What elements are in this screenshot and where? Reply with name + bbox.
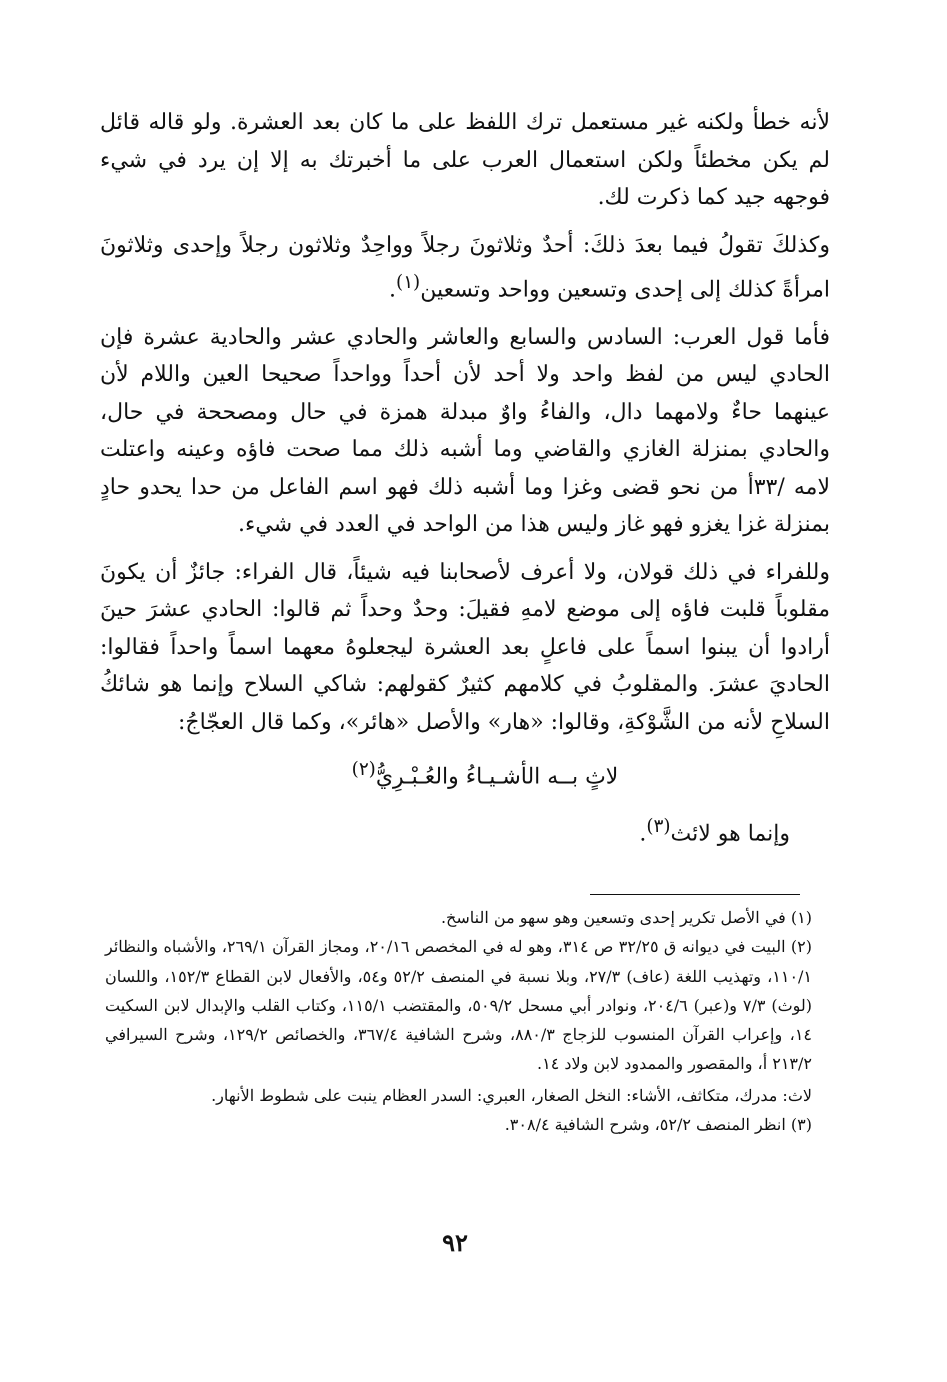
- paragraph-5: [100, 808, 830, 853]
- page-number: ٩٢: [442, 1228, 468, 1257]
- footnote-ref-3: (٣): [646, 816, 671, 838]
- paragraph-4: وللفراء في ذلك قولان، ولا أعرف لأصحابنا فيه شيئاً، قال الفراء: جائزٌ أن يكونَ مقلوباً قلبت فاؤه إلى موضع لامهِ فقيلَ: وحدٌ وحداً ثم قالوا: الحادي عشرَ حينَ أرادوا أن يبنوا اسماً على فاعلٍ بعد العشرة ليجعلوهُ معهما اسماً واحداً فقالوا: الحاديَ عشرَ. والمقلوبُ في كلامهم كثيرٌ كقولهم: شاكي السلاح وإنما هو شائكُ السلاحِ لأنه من الشَّوْكةِ، وقالوا: «هار» والأصل «هائر»، وكما قال العجّاجُ:: [100, 559, 830, 735]
- paragraph-3: فأما قول العرب: السادس والسابع والعاشر والحادي عشر والحادية عشرة فإن الحادي ليس من لفظ واحد ولا أحد لأن أحداً وواحداً صحيحا العين واللام لأن عينهما حاءٌ ولامهما دال، والفاءُ واوٌ مبدلة همزة في حال ومصححة في حال، والحادي بمنزلة الغازي والقاضي وما أشبه ذلك مما صحت فاؤه وعينه واعتلت لامه /٣٣أ من نحو قضى وغزا وما أشبه ذلك فهو اسم الفاعل من حدا يحدو حادٍ بمنزلة غزا يغزو فهو غاز وليس هذا من الواحد في العدد في شيء.: [100, 324, 830, 538]
- paragraph-5-text: وإنما هو لائث: [670, 821, 790, 847]
- paragraph-1: لأنه خطأ ولكنه غير مستعمل ترك اللفظ على ما كان بعد العشرة. ولو قاله قائل لم يكن مخطئاً ولكن استعمال العرب على ما أخبرتك به إلا إن يرد في شيء فوجهه جيد كما ذكرت لك.: [100, 110, 831, 210]
- footnote-divider: [590, 894, 800, 895]
- footnote-3: (٣) انظر المنصف ٥٢/٢، وشرح الشافية ٣٠٨/٤.: [504, 1115, 812, 1135]
- main-text: [100, 104, 830, 863]
- footnote-1: (١) في الأصل تكرير إحدى وتسعين وهو سهو من الناسخ.: [440, 908, 812, 927]
- paragraph-2-end: .: [389, 277, 397, 303]
- paragraph-5-end: .: [639, 821, 647, 847]
- paragraph-2-text: وكذلكَ تقولُ فيما بعدَ ذلكَ: أحدٌ وثلاثونَ رجلاً وواحِدٌ وثلاثون رجلاً وإحدى وثلاثونَ امرأةً كذلك إلى إحدى وتسعين وواحد وتسعين: [100, 232, 830, 303]
- verse-text: لاثٍ بــه الأشـيـاءُ والعُـبْـرِيُّ: [375, 764, 619, 790]
- footnotes: [105, 903, 812, 1139]
- footnote-ref-1: (١): [396, 272, 421, 293]
- footnote-gloss: لاث: مدرك، متكاثف، الأشاء: النخل الصغار، العبري: السدر العظام ينبت على شطوط الأنهار.: [211, 1085, 812, 1105]
- footnote-ref-2: (٢): [351, 759, 376, 781]
- poetry-verse: [100, 751, 830, 796]
- footnote-2: (٢) البيت في ديوانه ق ٣٢/٢٥ ص ٣١٤، وهو له في المخصص ٢٠/١٦، ومجاز القرآن ٢٦٩/١، والأشباه والنظائر ١١٠/١، وتهذيب اللغة (عاف) ٢٧/٣، وبلا نسبة في المنصف ٥٢/٢ و٥٤، والأفعال لابن القطاع ١٥٢/٣، واللسان (لوث) ٧/٣ و(عبر) ٢٠٤/٦، ونوادر أبي مسحل ٥٠٩/٢، والمقتضب ١١٥/١، وكتاب القلب والإبدال لابن السكيت ١٤، وإعراب القرآن المنسوب للزجاج ٨٨٠/٣، وشرح الشافية ٣٦٧/٤، والخصائص ١٢٩/٢، وشرح السيرافي ٢١٣/٢ أ، والمقصور والممدود لابن ولاد ١٤.: [105, 937, 813, 1074]
- paragraph-2: [100, 227, 830, 309]
